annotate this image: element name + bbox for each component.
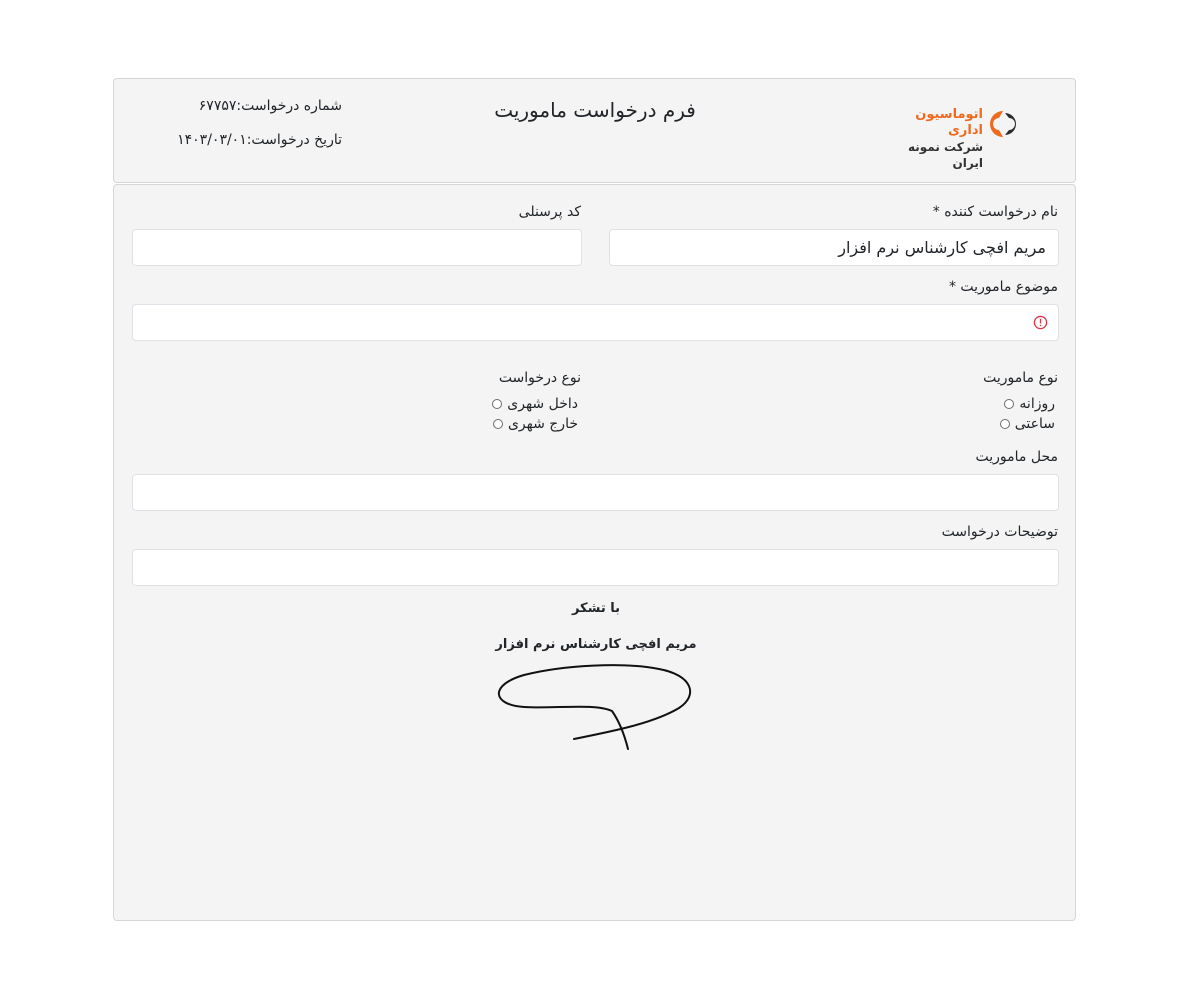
signature-image [494,663,699,753]
alert-circle-icon [1033,315,1048,330]
radio-hourly[interactable] [1000,416,1055,432]
description-label: توضیحات درخواست [941,524,1058,540]
description-input[interactable] [132,549,1059,586]
personnel-code-input[interactable] [132,229,582,266]
radio-inside-city-label: داخل شهری [507,396,578,412]
radio-daily-circle[interactable] [1004,399,1014,409]
radio-hourly-circle[interactable] [1000,419,1010,429]
thanks-text: با تشکر [571,601,621,616]
mission-subject-input[interactable] [132,304,1059,341]
mission-location-input[interactable] [132,474,1059,511]
signer-name: مریم افچی کارشناس نرم افزار [495,637,697,652]
radio-daily-label: روزانه [1019,396,1055,412]
request-date: تاریخ درخواست:۱۴۰۳/۰۳/۰۱ [177,132,342,148]
logo-mark-icon [985,108,1021,140]
personnel-code-label: کد پرسنلی [518,204,581,220]
request-type-label: نوع درخواست [498,370,581,386]
radio-inside-city-circle[interactable] [492,399,502,409]
radio-hourly-label: ساعتی [1014,416,1055,432]
mission-type-label: نوع ماموریت [983,370,1058,386]
page-title: فرم درخواست ماموریت [494,98,696,122]
mission-location-label: محل ماموریت [975,449,1058,465]
requester-input[interactable] [609,229,1059,266]
radio-outside-city-label: خارج شهری [507,416,578,432]
logo-line1: اتوماسیون اداری [915,107,983,138]
form-header [113,78,1076,183]
radio-outside-city-circle[interactable] [493,419,503,429]
radio-intercity-inside[interactable] [492,396,578,412]
request-number: شماره درخواست:۶۷۷۵۷ [198,98,342,114]
company-logo [896,105,1021,170]
requester-label: نام درخواست کننده * [932,204,1058,220]
logo-line2: شرکت نمونه ایران [908,140,983,170]
form-body [113,184,1076,921]
mission-subject-label: موضوع ماموریت * [948,279,1058,295]
radio-outside-city[interactable] [493,416,578,432]
radio-daily[interactable] [1004,396,1055,412]
